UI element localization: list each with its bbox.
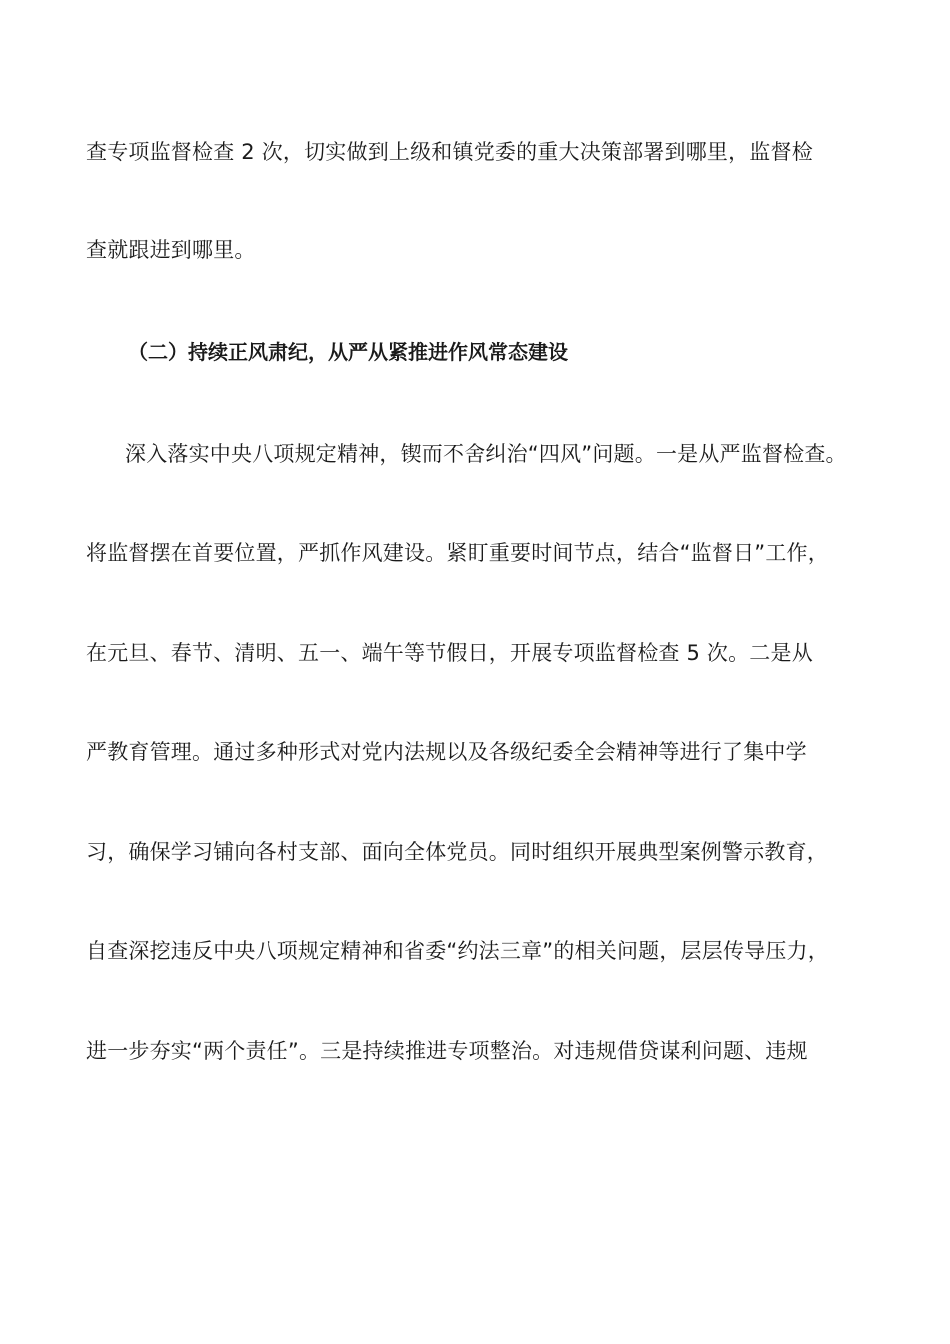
continuation-line-2: 查就跟进到哪里。: [86, 238, 256, 262]
paragraph-line-4: 严教育管理。通过多种形式对党内法规以及各级纪委全会精神等进行了集中学: [86, 740, 807, 764]
paragraph-line-3: 在元旦、春节、清明、五一、端午等节假日，开展专项监督检查 5 次。二是从: [86, 641, 813, 665]
paragraph-line-6: 自查深挖违反中央八项规定精神和省委“约法三章”的相关问题，层层传导压力，: [86, 939, 829, 963]
paragraph-line-2: 将监督摆在首要位置，严抓作风建设。紧盯重要时间节点，结合“监督日”工作，: [86, 541, 829, 565]
paragraph-line-1: 深入落实中央八项规定精神，锲而不舍纠治“四风”问题。一是从严监督检查。: [125, 442, 847, 466]
paragraph-line-5: 习，确保学习铺向各村支部、面向全体党员。同时组织开展典型案例警示教育，: [86, 840, 828, 864]
section-heading: （二）持续正风肃纪，从严从紧推进作风常态建设: [128, 340, 568, 364]
paragraph-line-7: 进一步夯实“两个责任”。三是持续推进专项整治。对违规借贷谋利问题、违规: [86, 1039, 808, 1063]
continuation-line-1: 查专项监督检查 2 次，切实做到上级和镇党委的重大决策部署到哪里，监督检: [86, 140, 813, 164]
